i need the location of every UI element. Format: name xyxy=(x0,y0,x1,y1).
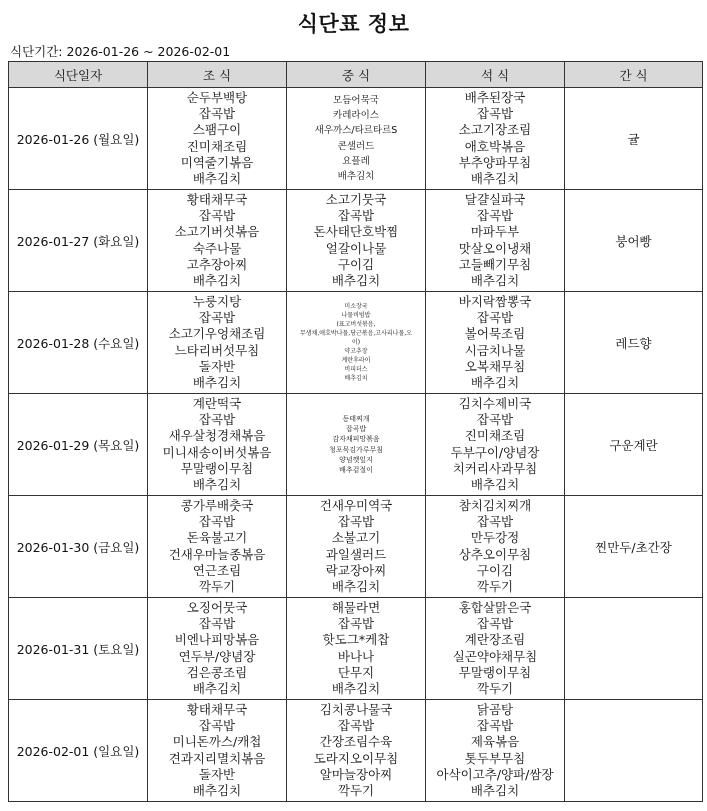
dinner-item: 배추된장국 xyxy=(464,89,526,105)
dinner-item: 마파두부 xyxy=(470,224,520,240)
breakfast-item: 연근조림 xyxy=(192,562,242,578)
lunch-item: 과일샐러드 xyxy=(325,546,387,562)
lunch-item: 배추김치 xyxy=(331,680,381,696)
lunch-item: 김치콩나물국 xyxy=(319,701,393,717)
breakfast-item: 황태채무국 xyxy=(186,191,248,207)
dinner-item: 깍두기 xyxy=(476,680,514,696)
snack-cell xyxy=(565,700,703,802)
lunch-item: 알마늘장아찌 xyxy=(319,766,393,782)
dinner-item: 잡곡밥 xyxy=(476,616,514,632)
lunch-item: 깍두기 xyxy=(337,782,375,798)
dinner-item: 김치수제비국 xyxy=(458,395,532,411)
breakfast-item: 잡곡밥 xyxy=(198,514,236,530)
dinner-item: 시금치나물 xyxy=(464,342,526,358)
table-row xyxy=(9,88,703,190)
breakfast-item: 건새우마늘종볶음 xyxy=(168,546,266,562)
breakfast-item: 미니새송이버섯볶음 xyxy=(162,444,272,460)
dinner-item: 소고기장조림 xyxy=(458,122,532,138)
breakfast-cell xyxy=(148,88,287,190)
snack-cell: 귤 xyxy=(565,88,703,190)
lunch-item: 핫도그*케찹 xyxy=(322,632,390,648)
breakfast-item: 고추장아찌 xyxy=(186,256,248,272)
dinner-item: 두부구이/양념장 xyxy=(450,444,540,460)
lunch-item: 소불고기 xyxy=(331,530,381,546)
breakfast-item: 배추김치 xyxy=(192,170,242,186)
header-snack: 간 식 xyxy=(565,62,703,88)
dinner-item: 배추김치 xyxy=(470,476,520,492)
lunch-item: 배추김치 xyxy=(344,375,368,382)
breakfast-item: 미역줄기볶음 xyxy=(180,154,254,170)
lunch-item: 단무지 xyxy=(337,664,375,680)
lunch-item: 돈사태단호박찜 xyxy=(313,224,399,240)
table-row xyxy=(9,700,703,802)
table-row xyxy=(9,292,703,394)
breakfast-item: 돈육불고기 xyxy=(186,530,248,546)
lunch-item: 잡곡밥 xyxy=(337,208,375,224)
snack-cell: 구운계란 xyxy=(565,394,703,496)
dinner-item: 잡곡밥 xyxy=(476,208,514,224)
breakfast-item: 소고기우엉채조림 xyxy=(168,326,266,342)
lunch-cell xyxy=(287,496,426,598)
lunch-cell xyxy=(287,292,426,394)
dinner-item: 볼어묵조림 xyxy=(464,326,526,342)
lunch-item: 나물비빔밥 xyxy=(341,312,371,319)
dinner-item: 치커리사과무침 xyxy=(452,460,538,476)
lunch-item: 잡곡밥 xyxy=(337,616,375,632)
lunch-item: 비피더스 xyxy=(344,366,368,373)
breakfast-cell xyxy=(148,700,287,802)
dinner-cell xyxy=(426,700,565,802)
dinner-item: 잡곡밥 xyxy=(476,106,514,122)
breakfast-item: 소고기버섯볶음 xyxy=(174,224,260,240)
lunch-item: 카레라이스 xyxy=(333,110,379,122)
table-row xyxy=(9,496,703,598)
lunch-cell xyxy=(287,700,426,802)
lunch-cell xyxy=(287,88,426,190)
lunch-item: 계란후라이 xyxy=(341,357,371,364)
breakfast-cell xyxy=(148,394,287,496)
breakfast-item: 순두부백탕 xyxy=(186,89,248,105)
dinner-item: 잡곡밥 xyxy=(476,412,514,428)
dinner-item: 오복채무침 xyxy=(464,358,526,374)
dinner-cell xyxy=(426,292,565,394)
dinner-item: 상추오이무침 xyxy=(458,546,532,562)
meal-date: 2026-01-28 (수요일) xyxy=(9,292,148,394)
dinner-item: 부추양파무침 xyxy=(458,154,532,170)
breakfast-item: 느타리버섯무침 xyxy=(174,342,260,358)
lunch-item: 이) xyxy=(351,339,361,346)
breakfast-item: 오징어뭇국 xyxy=(186,599,248,615)
breakfast-item: 배추김치 xyxy=(192,680,242,696)
dinner-item: 잡곡밥 xyxy=(476,718,514,734)
table-row xyxy=(9,394,703,496)
snack-cell xyxy=(565,598,703,700)
breakfast-item: 잡곡밥 xyxy=(198,310,236,326)
dinner-cell xyxy=(426,394,565,496)
lunch-item: 배추김치 xyxy=(337,170,375,182)
dinner-cell xyxy=(426,88,565,190)
snack-cell: 레드향 xyxy=(565,292,703,394)
dinner-item: 배추김치 xyxy=(470,782,520,798)
dinner-item: 배추김치 xyxy=(470,272,520,288)
dinner-item: 잡곡밥 xyxy=(476,310,514,326)
breakfast-item: 배추김치 xyxy=(192,476,242,492)
breakfast-item: 잡곡밥 xyxy=(198,616,236,632)
dinner-item: 애호박볶음 xyxy=(464,138,526,154)
lunch-item: 잡곡밥 xyxy=(337,514,375,530)
dinner-item: 제육볶음 xyxy=(470,734,520,750)
lunch-item: 배추김치 xyxy=(331,578,381,594)
lunch-item: 바나나 xyxy=(337,648,375,664)
lunch-cell xyxy=(287,190,426,292)
breakfast-item: 콩가루배춧국 xyxy=(180,497,254,513)
breakfast-item: 비엔나피망볶음 xyxy=(174,632,260,648)
lunch-item: 동태찌개 xyxy=(342,414,370,423)
breakfast-item: 잡곡밥 xyxy=(198,718,236,734)
dinner-cell xyxy=(426,496,565,598)
dinner-item: 고들빼기무침 xyxy=(458,256,532,272)
table-header-row xyxy=(9,62,703,88)
breakfast-item: 진미채조림 xyxy=(186,138,248,154)
lunch-item: 요플레 xyxy=(342,155,370,167)
dinner-item: 맛살오이냉채 xyxy=(458,240,532,256)
breakfast-item: 연두부/양념장 xyxy=(178,648,256,664)
breakfast-item: 잡곡밥 xyxy=(198,106,236,122)
breakfast-cell xyxy=(148,598,287,700)
lunch-item: 양념깻잎지 xyxy=(339,455,373,464)
dinner-item: 계란장조림 xyxy=(464,632,526,648)
dinner-item: 무말랭이무침 xyxy=(458,664,532,680)
lunch-item: 미소장국 xyxy=(344,303,368,310)
dinner-item: 닭곰탕 xyxy=(476,701,514,717)
lunch-item: 배추겉절이 xyxy=(339,465,373,474)
lunch-item: 해물라면 xyxy=(331,599,381,615)
breakfast-item: 무말랭이무침 xyxy=(180,460,254,476)
lunch-item: 구이김 xyxy=(337,256,375,272)
breakfast-item: 견과지리멸치볶음 xyxy=(168,750,266,766)
breakfast-item: 배추김치 xyxy=(192,374,242,390)
meal-date: 2026-01-27 (화요일) xyxy=(9,190,148,292)
breakfast-item: 숙주나물 xyxy=(192,240,242,256)
lunch-item: 소고기뭇국 xyxy=(325,191,387,207)
header-lunch: 중 식 xyxy=(287,62,426,88)
meal-date: 2026-01-30 (금요일) xyxy=(9,496,148,598)
breakfast-item: 배추김치 xyxy=(192,782,242,798)
lunch-item: 얼갈이나물 xyxy=(325,240,387,256)
lunch-cell xyxy=(287,598,426,700)
dinner-item: 만두강정 xyxy=(470,530,520,546)
breakfast-item: 돌자반 xyxy=(198,766,236,782)
lunch-item: 잡곡밥 xyxy=(345,425,367,434)
table-row xyxy=(9,598,703,700)
dinner-item: 톳두부무침 xyxy=(464,750,526,766)
lunch-item: 감자채피망볶음 xyxy=(332,435,380,444)
lunch-item: 건새우미역국 xyxy=(319,497,393,513)
breakfast-item: 미니돈까스/캐첩 xyxy=(172,734,262,750)
dinner-item: 홍합살맑은국 xyxy=(458,599,532,615)
dinner-cell xyxy=(426,598,565,700)
lunch-item: 간장조림수육 xyxy=(319,734,393,750)
breakfast-item: 새우살청경채볶음 xyxy=(168,428,266,444)
header-date: 식단일자 xyxy=(9,62,148,88)
breakfast-item: 잡곡밥 xyxy=(198,412,236,428)
lunch-item: (표고버섯볶음, xyxy=(336,321,376,328)
dinner-item: 아삭이고추/양파/쌈장 xyxy=(436,766,554,782)
lunch-item: 무생채,애호박나물,당근볶음,고사리나물,오 xyxy=(300,330,412,337)
lunch-item: 약고추장 xyxy=(344,348,368,355)
lunch-item: 청포묵김가루무침 xyxy=(328,445,384,454)
breakfast-item: 황태채무국 xyxy=(186,701,248,717)
breakfast-item: 배추김치 xyxy=(192,272,242,288)
breakfast-cell xyxy=(148,292,287,394)
breakfast-item: 계란떡국 xyxy=(192,395,242,411)
meal-date: 2026-01-26 (월요일) xyxy=(9,88,148,190)
lunch-item: 배추김치 xyxy=(331,272,381,288)
dinner-item: 실곤약야채무침 xyxy=(452,648,538,664)
dinner-cell xyxy=(426,190,565,292)
dinner-item: 배추김치 xyxy=(470,170,520,186)
meal-table xyxy=(8,61,703,802)
dinner-item: 진미채조림 xyxy=(464,428,526,444)
lunch-cell xyxy=(287,394,426,496)
snack-cell: 찐만두/초간장 xyxy=(565,496,703,598)
meal-date: 2026-01-31 (토요일) xyxy=(9,598,148,700)
table-row xyxy=(9,190,703,292)
dinner-item: 바지락짬뽕국 xyxy=(458,293,532,309)
page-title: 식단표 정보 xyxy=(297,12,410,36)
breakfast-item: 깍두기 xyxy=(198,578,236,594)
lunch-item: 잡곡밥 xyxy=(337,718,375,734)
lunch-item: 도라지오이무침 xyxy=(313,750,399,766)
lunch-item: 락교장아찌 xyxy=(325,562,387,578)
lunch-item: 모듬어묵국 xyxy=(333,94,379,106)
dinner-item: 배추김치 xyxy=(470,374,520,390)
breakfast-cell xyxy=(148,496,287,598)
breakfast-item: 잡곡밥 xyxy=(198,208,236,224)
breakfast-item: 돌자반 xyxy=(198,358,236,374)
breakfast-item: 누룽지탕 xyxy=(192,293,242,309)
header-dinner: 석 식 xyxy=(426,62,565,88)
breakfast-cell xyxy=(148,190,287,292)
lunch-item: 새우까스/타르타르S xyxy=(314,125,398,137)
breakfast-item: 검은콩조림 xyxy=(186,664,248,680)
breakfast-item: 스팸구이 xyxy=(192,122,242,138)
dinner-item: 달걀실파국 xyxy=(464,191,526,207)
dinner-item: 구이김 xyxy=(476,562,514,578)
lunch-item: 콘샐러드 xyxy=(337,140,375,152)
dinner-item: 깍두기 xyxy=(476,578,514,594)
meal-date: 2026-02-01 (일요일) xyxy=(9,700,148,802)
header-breakfast: 조 식 xyxy=(148,62,287,88)
menu-period: 식단기간: 2026-01-26 ~ 2026-02-01 xyxy=(10,44,231,59)
dinner-item: 참치김치찌개 xyxy=(458,497,532,513)
dinner-item: 잡곡밥 xyxy=(476,514,514,530)
snack-cell: 붕어빵 xyxy=(565,190,703,292)
meal-date: 2026-01-29 (목요일) xyxy=(9,394,148,496)
